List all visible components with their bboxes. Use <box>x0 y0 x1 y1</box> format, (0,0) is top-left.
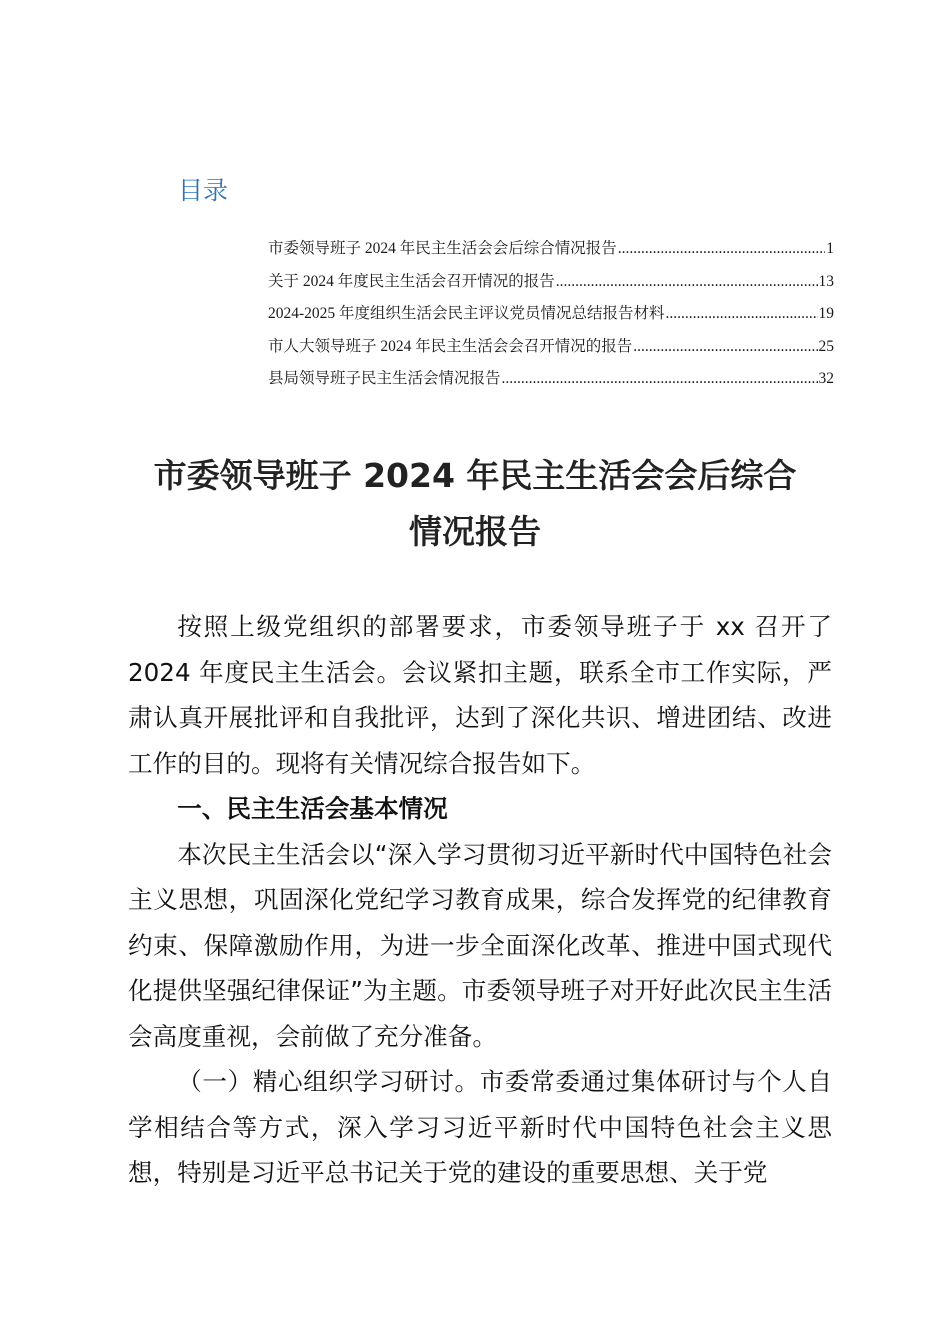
toc-entry[interactable] <box>268 366 834 399</box>
toc-entry-title: 市委领导班子 2024 年民主生活会会后综合情况报告 <box>268 240 617 257</box>
toc-entry[interactable] <box>268 334 834 367</box>
document-title-line2: 情况报告 <box>409 512 541 551</box>
toc-entry-page: 13 <box>818 272 834 290</box>
toc-dot-leader <box>502 370 818 388</box>
section-heading: 一、民主生活会基本情况 <box>177 794 448 823</box>
toc-entry-title: 县局领导班子民主生活会情况报告 <box>268 370 501 387</box>
intro-paragraph: 按照上级党组织的部署要求，市委领导班子于 xx 召开了 2024 年度民主生活会。会议紧扣主题，联系全市工作实际，严肃认真开展批评和自我批评，达到了深化共识、增进团结、改进工作的目的。现将有关情况综合报告如下。 <box>128 612 832 778</box>
toc-dot-leader <box>618 240 825 258</box>
table-of-contents <box>268 236 834 399</box>
toc-entry-title: 关于 2024 年度民主生活会召开情况的报告 <box>268 272 555 290</box>
toc-dot-leader <box>556 273 818 291</box>
toc-entry-page: 25 <box>818 337 834 355</box>
toc-entry[interactable] <box>268 269 834 302</box>
toc-entry-page: 32 <box>818 370 834 387</box>
subsection-paragraph: （一）精心组织学习研讨。市委常委通过集体研讨与个人自学相结合等方式，深入学习习近平新时代中国特色社会主义思想，特别是习近平总书记关于党的建设的重要思想、关于党 <box>128 1067 832 1187</box>
toc-entry-title: 2024-2025 年度组织生活会民主评议党员情况总结报告材料 <box>268 305 665 322</box>
toc-heading: 目录 <box>178 176 229 205</box>
toc-entry-title: 市人大领导班子 2024 年民主生活会会召开情况的报告 <box>268 337 633 355</box>
toc-entry-page: 1 <box>826 240 834 257</box>
toc-entry[interactable] <box>268 236 834 269</box>
toc-dot-leader <box>633 338 817 356</box>
document-title <box>118 448 832 560</box>
toc-dot-leader <box>666 305 818 323</box>
toc-entry-page: 19 <box>818 305 834 322</box>
document-title-line1: 市委领导班子 2024 年民主生活会会后综合 <box>153 456 797 495</box>
section-paragraph: 本次民主生活会以“深入学习贯彻习近平新时代中国特色社会主义思想，巩固深化党纪学习教育成果，综合发挥党的纪律教育约束、保障激励作用，为进一步全面深化改革、推进中国式现代化提供坚强纪律保证”为主题。市委领导班子对开好此次民主生活会高度重视，会前做了充分准备。 <box>128 839 832 1051</box>
toc-entry[interactable] <box>268 301 834 334</box>
document-body <box>128 604 832 1196</box>
